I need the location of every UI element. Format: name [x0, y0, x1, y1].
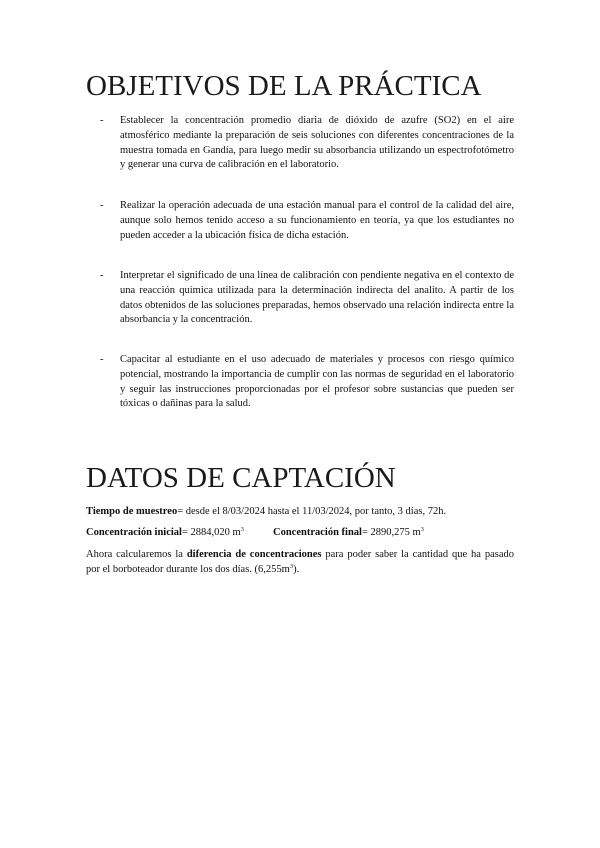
final-concentration-label: Concentración final — [273, 527, 362, 538]
paragraph-text-end: ). — [293, 563, 300, 575]
paragraph-text-before: Ahora calcularemos la — [86, 549, 187, 560]
initial-concentration-value: = 2884,020 m — [181, 527, 241, 538]
paragraph-text-after: para poder saber la cantidad que ha pasado por el borboteador durante los dos días. (6,255m — [86, 549, 514, 575]
section-heading-datos: DATOS DE CAPTACIÓN — [86, 462, 396, 494]
sampling-time-line — [86, 505, 514, 520]
bullet-dash: - — [100, 354, 104, 365]
sampling-time-value: = desde el 8/03/2024 hasta el 11/03/2024, por tanto, 3 días, 72h. — [177, 506, 447, 517]
objective-text: Interpretar el significado de una línea de calibración con pendiente negativa en el contexto de una reacción química utilizada para la determinación indirecta del analito. A partir de los datos obtenidos de las soluciones preparadas, hemos observado una relación indirecta entre la absorbancia y la concentración. — [120, 270, 514, 326]
initial-concentration-label: Concentración inicial — [86, 527, 182, 538]
paragraph-bold-text: diferencia de concentraciones — [186, 549, 322, 560]
difference-paragraph — [86, 548, 514, 578]
objective-text: Establecer la concentración promedio diaria de dióxido de azufre (SO2) en el aire atmosférico mediante la preparación de seis soluciones con diferentes concentraciones de la muestra tomada en Gandía, para luego medir su absorbancia utilizando un espectrofotómetro y generar una curva de calibración en el laboratorio. — [120, 115, 514, 171]
initial-concentration — [86, 527, 244, 538]
initial-concentration-exponent: 3 — [240, 526, 244, 533]
bullet-dash: - — [100, 270, 104, 281]
paragraph-exponent: 3 — [289, 562, 294, 570]
section-heading-objetivos: OBJETIVOS DE LA PRÁCTICA — [86, 70, 482, 102]
concentration-line — [86, 526, 514, 541]
final-concentration-exponent: 3 — [420, 526, 424, 533]
final-concentration — [273, 526, 424, 541]
objective-text: Realizar la operación adecuada de una estación manual para el control de la calidad del aire, aunque solo hemos tenido acceso a su funcionamiento en teoría, ya que los estudiantes no pueden acceder a la ubicación física de dicha estación. — [120, 200, 514, 241]
sampling-time-label: Tiempo de muestreo — [86, 506, 178, 517]
bullet-dash: - — [100, 115, 104, 126]
bullet-dash: - — [100, 200, 104, 211]
objective-text: Capacitar al estudiante en el uso adecuado de materiales y procesos con riesgo químico potencial, mostrando la importancia de cumplir con las normas de seguridad en el laboratorio y seguir las instrucciones proporcionadas por el profesor sobre sustancias que pueden ser tóxicas o dañinas para la salud. — [120, 354, 514, 410]
final-concentration-value: = 2890,275 m — [361, 527, 421, 538]
